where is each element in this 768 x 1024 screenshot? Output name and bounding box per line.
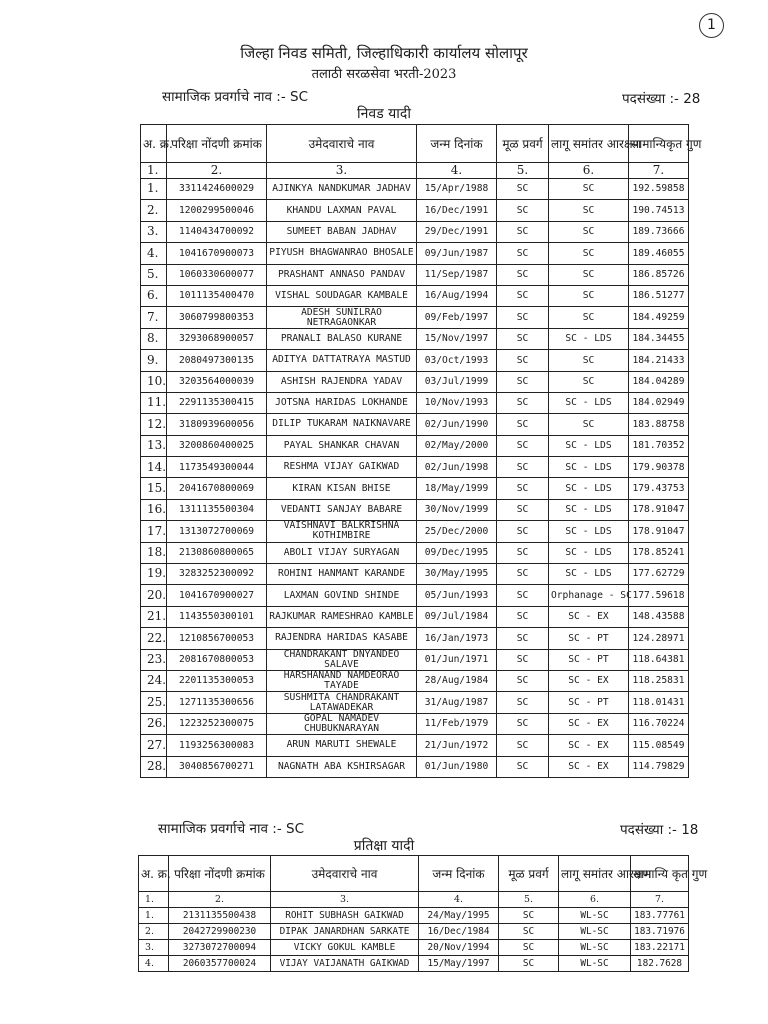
category-cell: SC — [497, 649, 549, 670]
table-row — [141, 264, 689, 285]
table-row — [141, 756, 689, 777]
table-row — [139, 940, 689, 956]
serial-cell: 21. — [141, 606, 167, 627]
col-dob-header: जन्म दिनांक — [417, 125, 497, 163]
reservation-cell: SC — [549, 307, 629, 328]
waiting-list-table — [138, 855, 708, 972]
dob-cell: 24/May/1995 — [419, 908, 499, 924]
column-index-cell: 1. — [139, 892, 169, 908]
reservation-cell: SC - LDS — [549, 435, 629, 456]
dob-cell: 01/Jun/1971 — [417, 649, 497, 670]
reservation-cell: SC - LDS — [549, 478, 629, 499]
reservation-cell: SC - LDS — [549, 392, 629, 413]
reservation-cell: SC - LDS — [549, 564, 629, 585]
score-cell: 186.85726 — [629, 264, 689, 285]
name-cell: PRANALI BALASO KURANE — [267, 328, 417, 349]
reservation-cell: SC — [549, 371, 629, 392]
score-cell: 116.70224 — [629, 713, 689, 734]
serial-cell: 6. — [141, 285, 167, 306]
waiting-list-title: प्रतिक्षा यादी — [353, 838, 415, 854]
registration-cell: 2060357700024 — [169, 956, 271, 972]
reservation-cell: SC — [549, 285, 629, 306]
office-title: जिल्हा निवड समिती, जिल्हाधिकारी कार्यालय सोलापूर — [240, 44, 528, 62]
table-row — [139, 908, 689, 924]
name-cell: KIRAN KISAN BHISE — [267, 478, 417, 499]
registration-cell: 1223252300075 — [167, 713, 267, 734]
name-cell: VAISHNAVI BALKRISHNA KOTHIMBIRE — [267, 521, 417, 542]
category-cell: SC — [497, 756, 549, 777]
name-cell: AJINKYA NANDKUMAR JADHAV — [267, 179, 417, 200]
registration-cell: 1143550300101 — [167, 606, 267, 627]
col-serial-header: अ. क्र. — [139, 856, 169, 892]
registration-cell: 1140434700092 — [167, 221, 267, 242]
reservation-cell: SC — [549, 414, 629, 435]
registration-cell: 1313072700069 — [167, 521, 267, 542]
category-cell: SC — [499, 940, 559, 956]
column-index-cell: 4. — [417, 163, 497, 179]
col-name-header: उमेदवाराचे नाव — [271, 856, 419, 892]
name-cell: DIPAK JANARDHAN SARKATE — [271, 924, 419, 940]
page-number: 1 — [699, 13, 724, 38]
serial-cell: 17. — [141, 521, 167, 542]
dob-cell: 09/Dec/1995 — [417, 542, 497, 563]
dob-cell: 16/Dec/1984 — [419, 924, 499, 940]
reservation-cell: SC - EX — [549, 606, 629, 627]
registration-cell: 2081670800053 — [167, 649, 267, 670]
table-row — [141, 285, 689, 306]
col-score-header: सामान्यिकृत गुण — [629, 125, 689, 163]
column-index-cell: 2. — [169, 892, 271, 908]
dob-cell: 03/Oct/1993 — [417, 350, 497, 371]
dob-cell: 15/Apr/1988 — [417, 179, 497, 200]
score-cell: 178.91047 — [629, 499, 689, 520]
category-cell: SC — [499, 924, 559, 940]
dob-cell: 18/May/1999 — [417, 478, 497, 499]
category-cell: SC — [497, 435, 549, 456]
reservation-cell: SC - PT — [549, 628, 629, 649]
dob-cell: 11/Feb/1979 — [417, 713, 497, 734]
category-cell: SC — [497, 521, 549, 542]
score-cell: 186.51277 — [629, 285, 689, 306]
serial-cell: 24. — [141, 670, 167, 691]
registration-cell: 1311135500304 — [167, 499, 267, 520]
reservation-cell: SC — [549, 243, 629, 264]
category-cell: SC — [497, 371, 549, 392]
registration-cell: 2131135500438 — [169, 908, 271, 924]
score-cell: 183.88758 — [629, 414, 689, 435]
dob-cell: 20/Nov/1994 — [419, 940, 499, 956]
reservation-cell: SC - EX — [549, 713, 629, 734]
category-cell: SC — [497, 542, 549, 563]
table-row — [141, 307, 689, 328]
dob-cell: 28/Aug/1984 — [417, 670, 497, 691]
selection-category-label: सामाजिक प्रवर्गाचे नाव :- SC — [162, 89, 309, 105]
reservation-cell: Orphanage - SC — [549, 585, 629, 606]
name-cell: VISHAL SOUDAGAR KAMBALE — [267, 285, 417, 306]
serial-cell: 23. — [141, 649, 167, 670]
dob-cell: 16/Aug/1994 — [417, 285, 497, 306]
score-cell: 189.73666 — [629, 221, 689, 242]
registration-cell: 2130860800065 — [167, 542, 267, 563]
serial-cell: 2. — [139, 924, 169, 940]
category-cell: SC — [497, 692, 549, 713]
registration-cell: 3203564000039 — [167, 371, 267, 392]
reservation-cell: SC - PT — [549, 649, 629, 670]
name-cell: PRASHANT ANNASO PANDAV — [267, 264, 417, 285]
category-cell: SC — [497, 179, 549, 200]
table-row — [141, 457, 689, 478]
col-registration-header: परिक्षा नोंदणी क्रमांक — [169, 856, 271, 892]
name-cell: ABOLI VIJAY SURYAGAN — [267, 542, 417, 563]
dob-cell: 16/Jan/1973 — [417, 628, 497, 649]
score-cell: 184.21433 — [629, 350, 689, 371]
serial-cell: 1. — [141, 179, 167, 200]
registration-cell: 1200299500046 — [167, 200, 267, 221]
registration-cell: 1011135400470 — [167, 285, 267, 306]
category-cell: SC — [497, 670, 549, 691]
registration-cell: 1271135300656 — [167, 692, 267, 713]
table-row — [141, 328, 689, 349]
reservation-cell: SC - LDS — [549, 542, 629, 563]
column-index-cell: 3. — [271, 892, 419, 908]
reservation-cell: SC - EX — [549, 756, 629, 777]
name-cell: VIJAY VAIJANATH GAIKWAD — [271, 956, 419, 972]
score-cell: 184.49259 — [629, 307, 689, 328]
name-cell: VICKY GOKUL KAMBLE — [271, 940, 419, 956]
dob-cell: 16/Dec/1991 — [417, 200, 497, 221]
registration-cell: 2080497300135 — [167, 350, 267, 371]
table-row — [141, 521, 689, 542]
name-cell: SUMEET BABAN JADHAV — [267, 221, 417, 242]
col-score-header: सामान्यि कृत गुण — [631, 856, 689, 892]
serial-cell: 28. — [141, 756, 167, 777]
score-cell: 177.62729 — [629, 564, 689, 585]
reservation-cell: SC - EX — [549, 670, 629, 691]
table-row — [141, 585, 689, 606]
reservation-cell: SC — [549, 350, 629, 371]
serial-cell: 16. — [141, 499, 167, 520]
table-row — [141, 670, 689, 691]
registration-cell: 3283252300092 — [167, 564, 267, 585]
column-index-cell: 5. — [497, 163, 549, 179]
score-cell: 184.04289 — [629, 371, 689, 392]
score-cell: 189.46055 — [629, 243, 689, 264]
reservation-cell: SC — [549, 264, 629, 285]
table-row — [141, 649, 689, 670]
table-row — [141, 179, 689, 200]
registration-cell: 1041670900027 — [167, 585, 267, 606]
serial-cell: 8. — [141, 328, 167, 349]
registration-cell: 1193256300083 — [167, 735, 267, 756]
dob-cell: 09/Jun/1987 — [417, 243, 497, 264]
serial-cell: 11. — [141, 392, 167, 413]
dob-cell: 02/May/2000 — [417, 435, 497, 456]
score-cell: 190.74513 — [629, 200, 689, 221]
registration-cell: 3180939600056 — [167, 414, 267, 435]
name-cell: ADITYA DATTATRAYA MASTUD — [267, 350, 417, 371]
name-cell: CHANDRAKANT DNYANDEO SALAVE — [267, 649, 417, 670]
name-cell: DILIP TUKARAM NAIKNAVARE — [267, 414, 417, 435]
col-category-header: मूळ प्रवर्ग — [497, 125, 549, 163]
serial-cell: 4. — [141, 243, 167, 264]
reservation-cell: WL-SC — [559, 940, 631, 956]
dob-cell: 09/Jul/1984 — [417, 606, 497, 627]
category-cell: SC — [497, 735, 549, 756]
reservation-cell: WL-SC — [559, 924, 631, 940]
name-cell: ADESH SUNILRAO NETRAGAONKAR — [267, 307, 417, 328]
category-cell: SC — [497, 628, 549, 649]
name-cell: ASHISH RAJENDRA YADAV — [267, 371, 417, 392]
column-index-cell: 6. — [559, 892, 631, 908]
column-index-row — [141, 163, 689, 179]
category-cell: SC — [497, 285, 549, 306]
name-cell: ROHIT SUBHASH GAIKWAD — [271, 908, 419, 924]
reservation-cell: SC - LDS — [549, 499, 629, 520]
waiting-header-row — [139, 856, 689, 892]
category-cell: SC — [497, 264, 549, 285]
name-cell: HARSHANAND NAMDEORAO TAYADE — [267, 670, 417, 691]
category-cell: SC — [497, 392, 549, 413]
dob-cell: 15/May/1997 — [419, 956, 499, 972]
serial-cell: 3. — [141, 221, 167, 242]
serial-cell: 13. — [141, 435, 167, 456]
category-cell: SC — [497, 499, 549, 520]
serial-cell: 20. — [141, 585, 167, 606]
table-row — [139, 924, 689, 940]
table-row — [141, 606, 689, 627]
column-index-cell: 4. — [419, 892, 499, 908]
score-cell: 114.79829 — [629, 756, 689, 777]
table-row — [141, 435, 689, 456]
reservation-cell: SC — [549, 221, 629, 242]
dob-cell: 21/Jun/1972 — [417, 735, 497, 756]
registration-cell: 3200860400025 — [167, 435, 267, 456]
name-cell: ROHINI HANMANT KARANDE — [267, 564, 417, 585]
score-cell: 184.34455 — [629, 328, 689, 349]
table-row — [141, 735, 689, 756]
name-cell: SUSHMITA CHANDRAKANT LATAWADEKAR — [267, 692, 417, 713]
category-cell: SC — [497, 585, 549, 606]
category-cell: SC — [497, 328, 549, 349]
serial-cell: 1. — [139, 908, 169, 924]
name-cell: GOPAL NAMADEV CHUBUKNARAYAN — [267, 713, 417, 734]
score-cell: 124.28971 — [629, 628, 689, 649]
registration-cell: 1060330600077 — [167, 264, 267, 285]
serial-cell: 25. — [141, 692, 167, 713]
table-row — [141, 499, 689, 520]
column-index-row — [139, 892, 689, 908]
category-cell: SC — [497, 606, 549, 627]
score-cell: 118.01431 — [629, 692, 689, 713]
category-cell: SC — [497, 414, 549, 435]
registration-cell: 3040856700271 — [167, 756, 267, 777]
table-row — [141, 221, 689, 242]
registration-cell: 2041670800069 — [167, 478, 267, 499]
table-row — [141, 243, 689, 264]
category-cell: SC — [497, 221, 549, 242]
col-reservation-header: लागू समांतर आरक्षण — [559, 856, 631, 892]
serial-cell: 3. — [139, 940, 169, 956]
waiting-post-count: पदसंख्या :- 18 — [620, 822, 699, 838]
table-row — [141, 628, 689, 649]
col-registration-header: परिक्षा नोंदणी क्रमांक — [167, 125, 267, 163]
score-cell: 178.85241 — [629, 542, 689, 563]
category-cell: SC — [497, 478, 549, 499]
name-cell: PAYAL SHANKAR CHAVAN — [267, 435, 417, 456]
score-cell: 184.02949 — [629, 392, 689, 413]
category-cell: SC — [497, 307, 549, 328]
dob-cell: 15/Nov/1997 — [417, 328, 497, 349]
serial-cell: 4. — [139, 956, 169, 972]
score-cell: 183.71976 — [631, 924, 689, 940]
serial-cell: 7. — [141, 307, 167, 328]
score-cell: 115.08549 — [629, 735, 689, 756]
category-cell: SC — [497, 350, 549, 371]
registration-cell: 3293068900057 — [167, 328, 267, 349]
column-index-cell: 5. — [499, 892, 559, 908]
table-row — [141, 414, 689, 435]
score-cell: 178.91047 — [629, 521, 689, 542]
col-reservation-header: लागू समांतर आरक्षण — [549, 125, 629, 163]
serial-cell: 9. — [141, 350, 167, 371]
score-cell: 182.7628 — [631, 956, 689, 972]
dob-cell: 02/Jun/1998 — [417, 457, 497, 478]
category-cell: SC — [499, 956, 559, 972]
name-cell: LAXMAN GOVIND SHINDE — [267, 585, 417, 606]
dob-cell: 31/Aug/1987 — [417, 692, 497, 713]
serial-cell: 26. — [141, 713, 167, 734]
serial-cell: 27. — [141, 735, 167, 756]
table-row — [141, 692, 689, 713]
dob-cell: 30/May/1995 — [417, 564, 497, 585]
reservation-cell: SC - PT — [549, 692, 629, 713]
serial-cell: 18. — [141, 542, 167, 563]
reservation-cell: SC — [549, 200, 629, 221]
dob-cell: 11/Sep/1987 — [417, 264, 497, 285]
registration-cell: 1173549300044 — [167, 457, 267, 478]
registration-cell: 2042729900230 — [169, 924, 271, 940]
selection-list-title: निवड यादी — [357, 106, 411, 122]
serial-cell: 12. — [141, 414, 167, 435]
col-serial-header: अ. क्र. — [141, 125, 167, 163]
selection-header-row — [141, 125, 689, 163]
score-cell: 118.25831 — [629, 670, 689, 691]
selection-post-count: पदसंख्या :- 28 — [622, 91, 701, 107]
dob-cell: 02/Jun/1990 — [417, 414, 497, 435]
dob-cell: 30/Nov/1999 — [417, 499, 497, 520]
serial-cell: 19. — [141, 564, 167, 585]
name-cell: RAJKUMAR RAMESHRAO KAMBLE — [267, 606, 417, 627]
serial-cell: 14. — [141, 457, 167, 478]
score-cell: 148.43588 — [629, 606, 689, 627]
category-cell: SC — [499, 908, 559, 924]
registration-cell: 1210856700053 — [167, 628, 267, 649]
name-cell: NAGNATH ABA KSHIRSAGAR — [267, 756, 417, 777]
registration-cell: 1041670900073 — [167, 243, 267, 264]
dob-cell: 03/Jul/1999 — [417, 371, 497, 392]
name-cell: JOTSNA HARIDAS LOKHANDE — [267, 392, 417, 413]
name-cell: ARUN MARUTI SHEWALE — [267, 735, 417, 756]
column-index-cell: 7. — [631, 892, 689, 908]
table-row — [141, 371, 689, 392]
dob-cell: 10/Nov/1993 — [417, 392, 497, 413]
serial-cell: 5. — [141, 264, 167, 285]
waiting-category-label: सामाजिक प्रवर्गाचे नाव :- SC — [158, 821, 305, 837]
score-cell: 192.59858 — [629, 179, 689, 200]
reservation-cell: SC — [549, 179, 629, 200]
col-name-header: उमेदवाराचे नाव — [267, 125, 417, 163]
column-index-cell: 1. — [141, 163, 167, 179]
score-cell: 118.64381 — [629, 649, 689, 670]
registration-cell: 2291135300415 — [167, 392, 267, 413]
serial-cell: 10. — [141, 371, 167, 392]
reservation-cell: SC - EX — [549, 735, 629, 756]
table-row — [141, 350, 689, 371]
dob-cell: 29/Dec/1991 — [417, 221, 497, 242]
table-row — [139, 956, 689, 972]
column-index-cell: 3. — [267, 163, 417, 179]
registration-cell: 3311424600029 — [167, 179, 267, 200]
serial-cell: 15. — [141, 478, 167, 499]
column-index-cell: 6. — [549, 163, 629, 179]
dob-cell: 01/Jun/1980 — [417, 756, 497, 777]
col-category-header: मूळ प्रवर्ग — [499, 856, 559, 892]
recruitment-title: तलाठी सरळसेवा भरती-2023 — [311, 67, 457, 82]
name-cell: PIYUSH BHAGWANRAO BHOSALE — [267, 243, 417, 264]
category-cell: SC — [497, 200, 549, 221]
score-cell: 183.22171 — [631, 940, 689, 956]
table-row — [141, 564, 689, 585]
dob-cell: 05/Jun/1993 — [417, 585, 497, 606]
score-cell: 179.43753 — [629, 478, 689, 499]
registration-cell: 2201135300053 — [167, 670, 267, 691]
name-cell: RAJENDRA HARIDAS KASABE — [267, 628, 417, 649]
name-cell: VEDANTI SANJAY BABARE — [267, 499, 417, 520]
registration-cell: 3060799800353 — [167, 307, 267, 328]
name-cell: RESHMA VIJAY GAIKWAD — [267, 457, 417, 478]
reservation-cell: WL-SC — [559, 908, 631, 924]
score-cell: 183.77761 — [631, 908, 689, 924]
table-row — [141, 542, 689, 563]
score-cell: 181.70352 — [629, 435, 689, 456]
dob-cell: 25/Dec/2000 — [417, 521, 497, 542]
table-row — [141, 478, 689, 499]
selection-list-table — [140, 124, 702, 778]
table-row — [141, 392, 689, 413]
col-dob-header: जन्म दिनांक — [419, 856, 499, 892]
reservation-cell: SC - LDS — [549, 521, 629, 542]
serial-cell: 2. — [141, 200, 167, 221]
score-cell: 177.59618 — [629, 585, 689, 606]
serial-cell: 22. — [141, 628, 167, 649]
score-cell: 179.90378 — [629, 457, 689, 478]
registration-cell: 3273072700094 — [169, 940, 271, 956]
category-cell: SC — [497, 564, 549, 585]
reservation-cell: WL-SC — [559, 956, 631, 972]
column-index-cell: 7. — [629, 163, 689, 179]
category-cell: SC — [497, 243, 549, 264]
category-cell: SC — [497, 713, 549, 734]
name-cell: KHANDU LAXMAN PAVAL — [267, 200, 417, 221]
table-row — [141, 200, 689, 221]
dob-cell: 09/Feb/1997 — [417, 307, 497, 328]
category-cell: SC — [497, 457, 549, 478]
table-row — [141, 713, 689, 734]
reservation-cell: SC - LDS — [549, 328, 629, 349]
column-index-cell: 2. — [167, 163, 267, 179]
reservation-cell: SC - LDS — [549, 457, 629, 478]
